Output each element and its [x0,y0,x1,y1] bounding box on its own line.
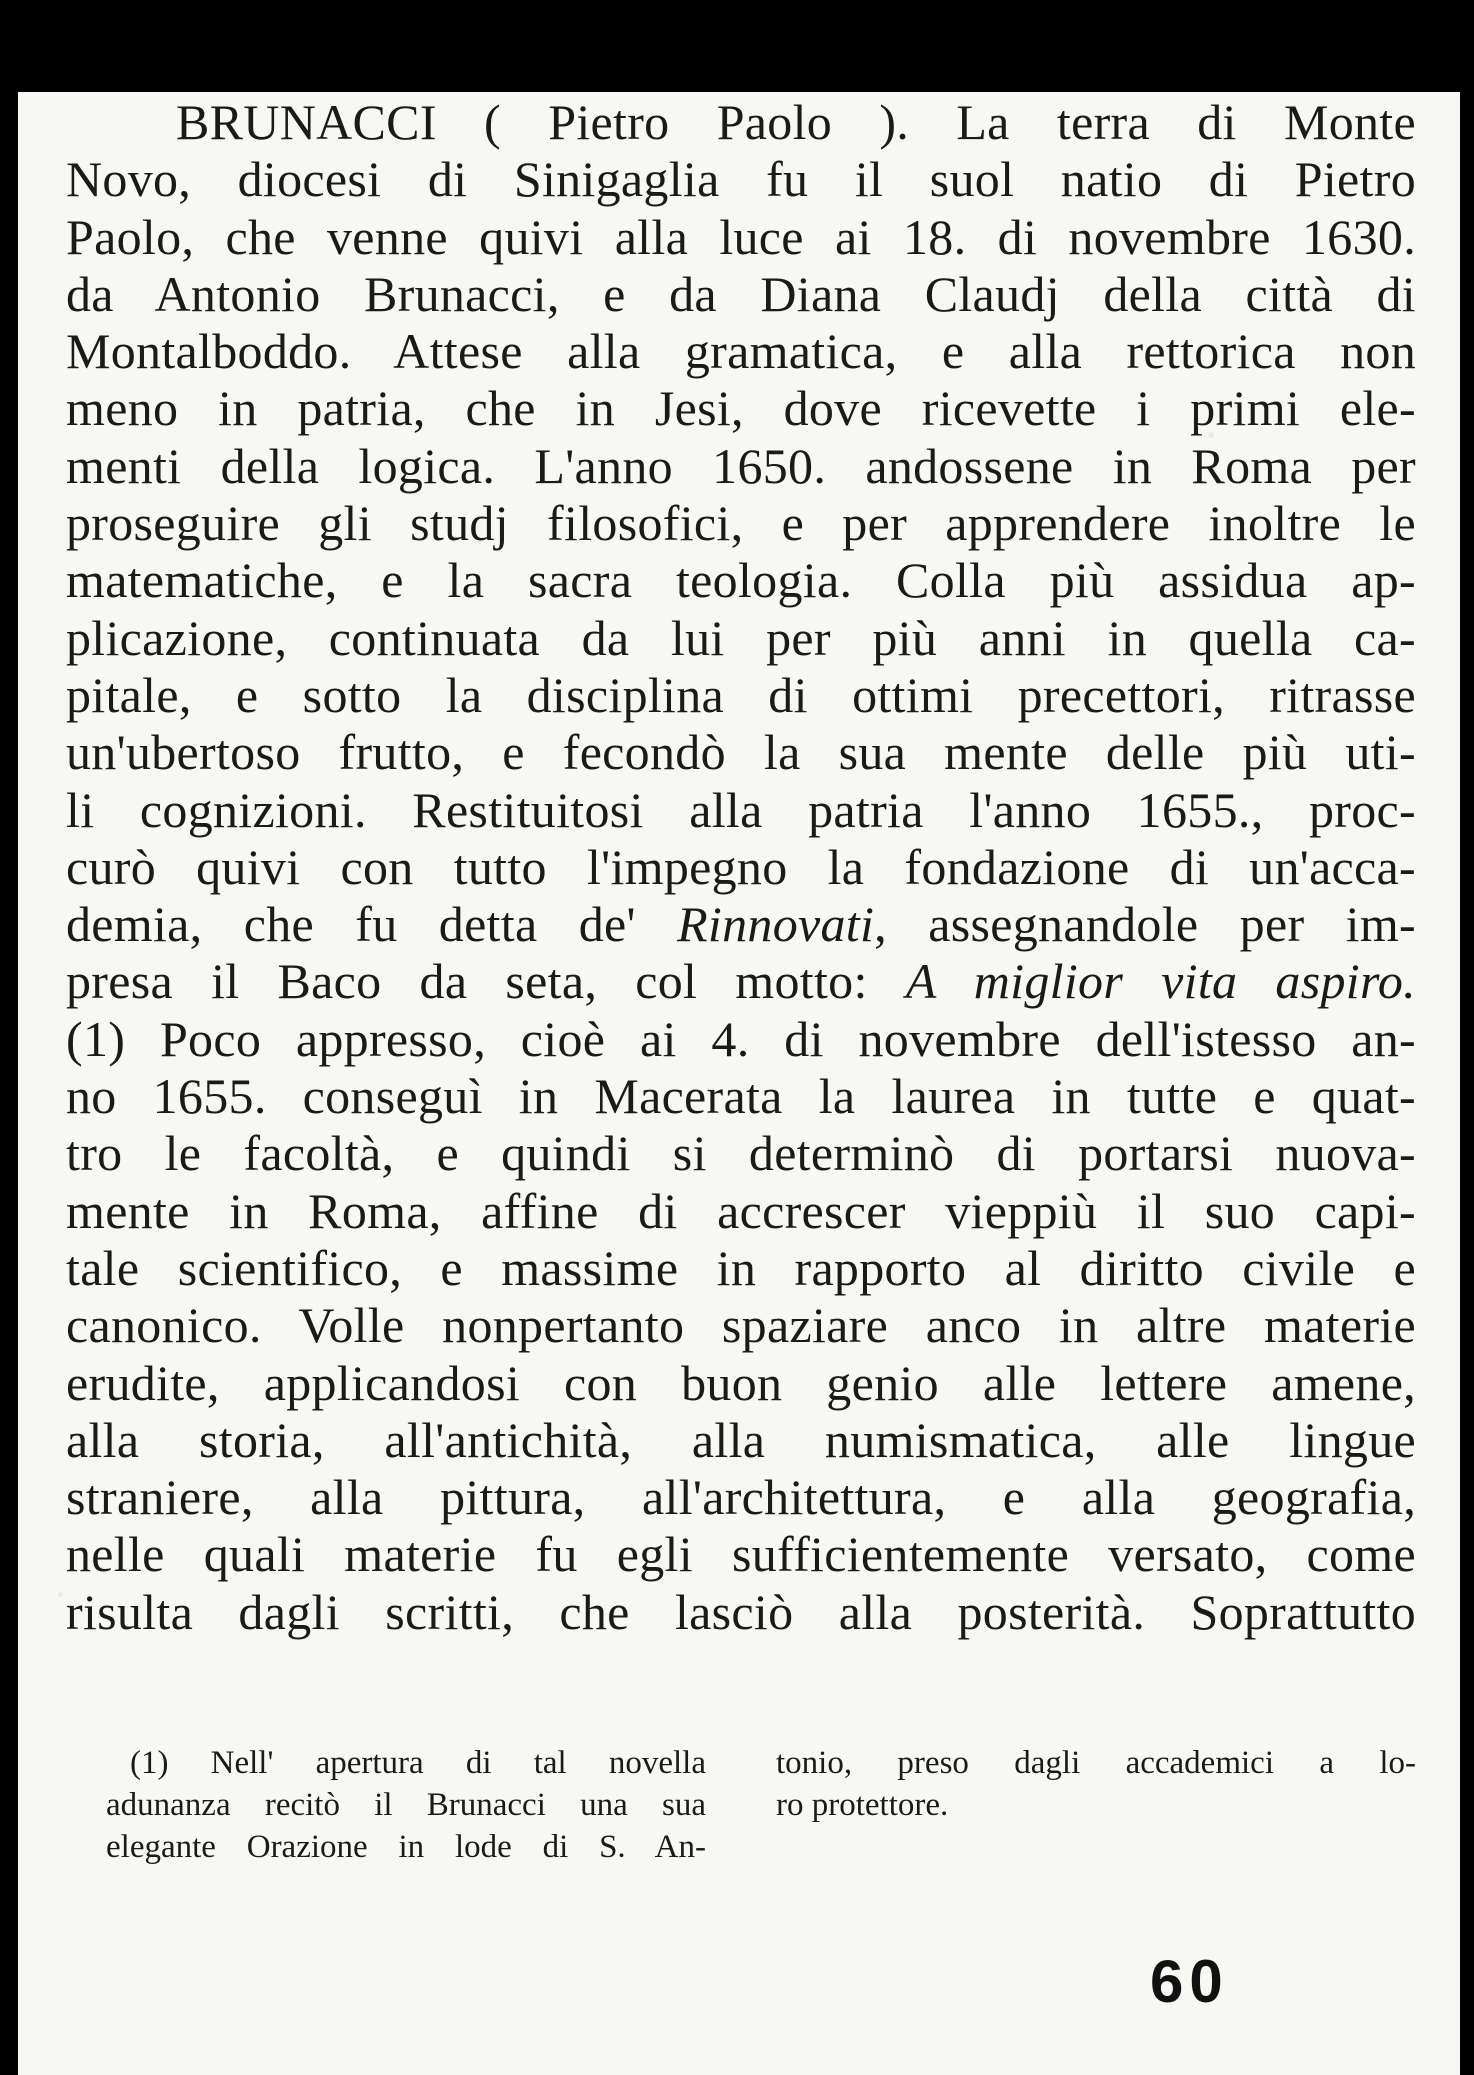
text-line: (1) Poco appresso, cioè ai 4. di novembre dell'istesso an- [66,1010,1416,1067]
text-line: menti della logica. L'anno 1650. andossene in Roma per [66,437,1416,494]
footnotes [106,1742,1416,1868]
text-line: BRUNACCI ( Pietro Paolo ). La terra di Monte [176,94,1416,150]
text-line: canonico. Volle nonpertanto spaziare anco in altre materie [66,1297,1416,1354]
text-line: plicazione, continuata da lui per più anni in quella ca- [66,609,1416,666]
text-line: risulta dagli scritti, che lasciò alla posterità. Soprattutto [66,1583,1416,1640]
text-line: alla storia, all'antichità, alla numismatica, alle lingue [66,1411,1416,1468]
text-line: curò quivi con tutto l'impegno la fondazione di un'acca- [66,838,1416,895]
text-line: tale scientifico, e massime in rapporto al diritto civile e [66,1239,1416,1296]
text-line: da Antonio Brunacci, e da Diana Claudj della città di [66,265,1416,322]
footnote-line: (1) Nell' apertura di tal novella [130,1745,706,1781]
text-line: demia, che fu detta de' Rinnovati, assegnandole per im- [66,896,1416,953]
footnote-line: adunanza recitò il Brunacci una sua [106,1787,706,1823]
footnote-line: tonio, preso dagli accademici a lo- [776,1745,1416,1781]
text-line: nelle quali materie fu egli sufficientemente versato, come [66,1526,1416,1583]
text-line: li cognizioni. Restituitosi alla patria l'anno 1655., proc- [66,781,1416,838]
text-line: Montalboddo. Attese alla gramatica, e alla rettorica non [66,323,1416,380]
page-number: 60 [1150,1948,1229,2015]
text-line: pitale, e sotto la disciplina di ottimi precettori, ritrasse [66,666,1416,723]
text-line: erudite, applicandosi con buon genio alle lettere amene, [66,1354,1416,1411]
text-line: meno in patria, che in Jesi, dove ricevette i primi ele- [66,380,1416,437]
footnote-line: ro protettore. [776,1787,949,1823]
footnote-column-left [106,1742,706,1868]
main-text-block [66,94,1416,1641]
text-line: Paolo, che venne quivi alla luce ai 18. di novembre 1630. [66,208,1416,265]
text-line: proseguire gli studj filosofici, e per apprendere inoltre le [66,495,1416,552]
italic-phrase: Rinnovati [677,896,875,953]
text-line: presa il Baco da seta, col motto: A miglior vita aspiro. [66,953,1416,1010]
scanned-page [18,92,1460,2075]
text-line: no 1655. conseguì in Macerata la laurea in tutte e quat- [66,1068,1416,1125]
text-line: un'ubertoso frutto, e fecondò la sua mente delle più uti- [66,724,1416,781]
text-line: matematiche, e la sacra teologia. Colla più assidua ap- [66,552,1416,609]
footnote-column-right [776,1742,1416,1868]
text-line: mente in Roma, affine di accrescer vieppiù il suo capi- [66,1182,1416,1239]
paper-speck [58,1592,63,1597]
text-line: Novo, diocesi di Sinigaglia fu il suol natio di Pietro [66,151,1416,208]
italic-phrase: A miglior vita aspiro. [905,953,1416,1010]
footnote-line: elegante Orazione in lode di S. An- [106,1829,706,1865]
text-line: tro le facoltà, e quindi si determinò di portarsi nuova- [66,1125,1416,1182]
text-line: straniere, alla pittura, all'architettura, e alla geografia, [66,1469,1416,1526]
